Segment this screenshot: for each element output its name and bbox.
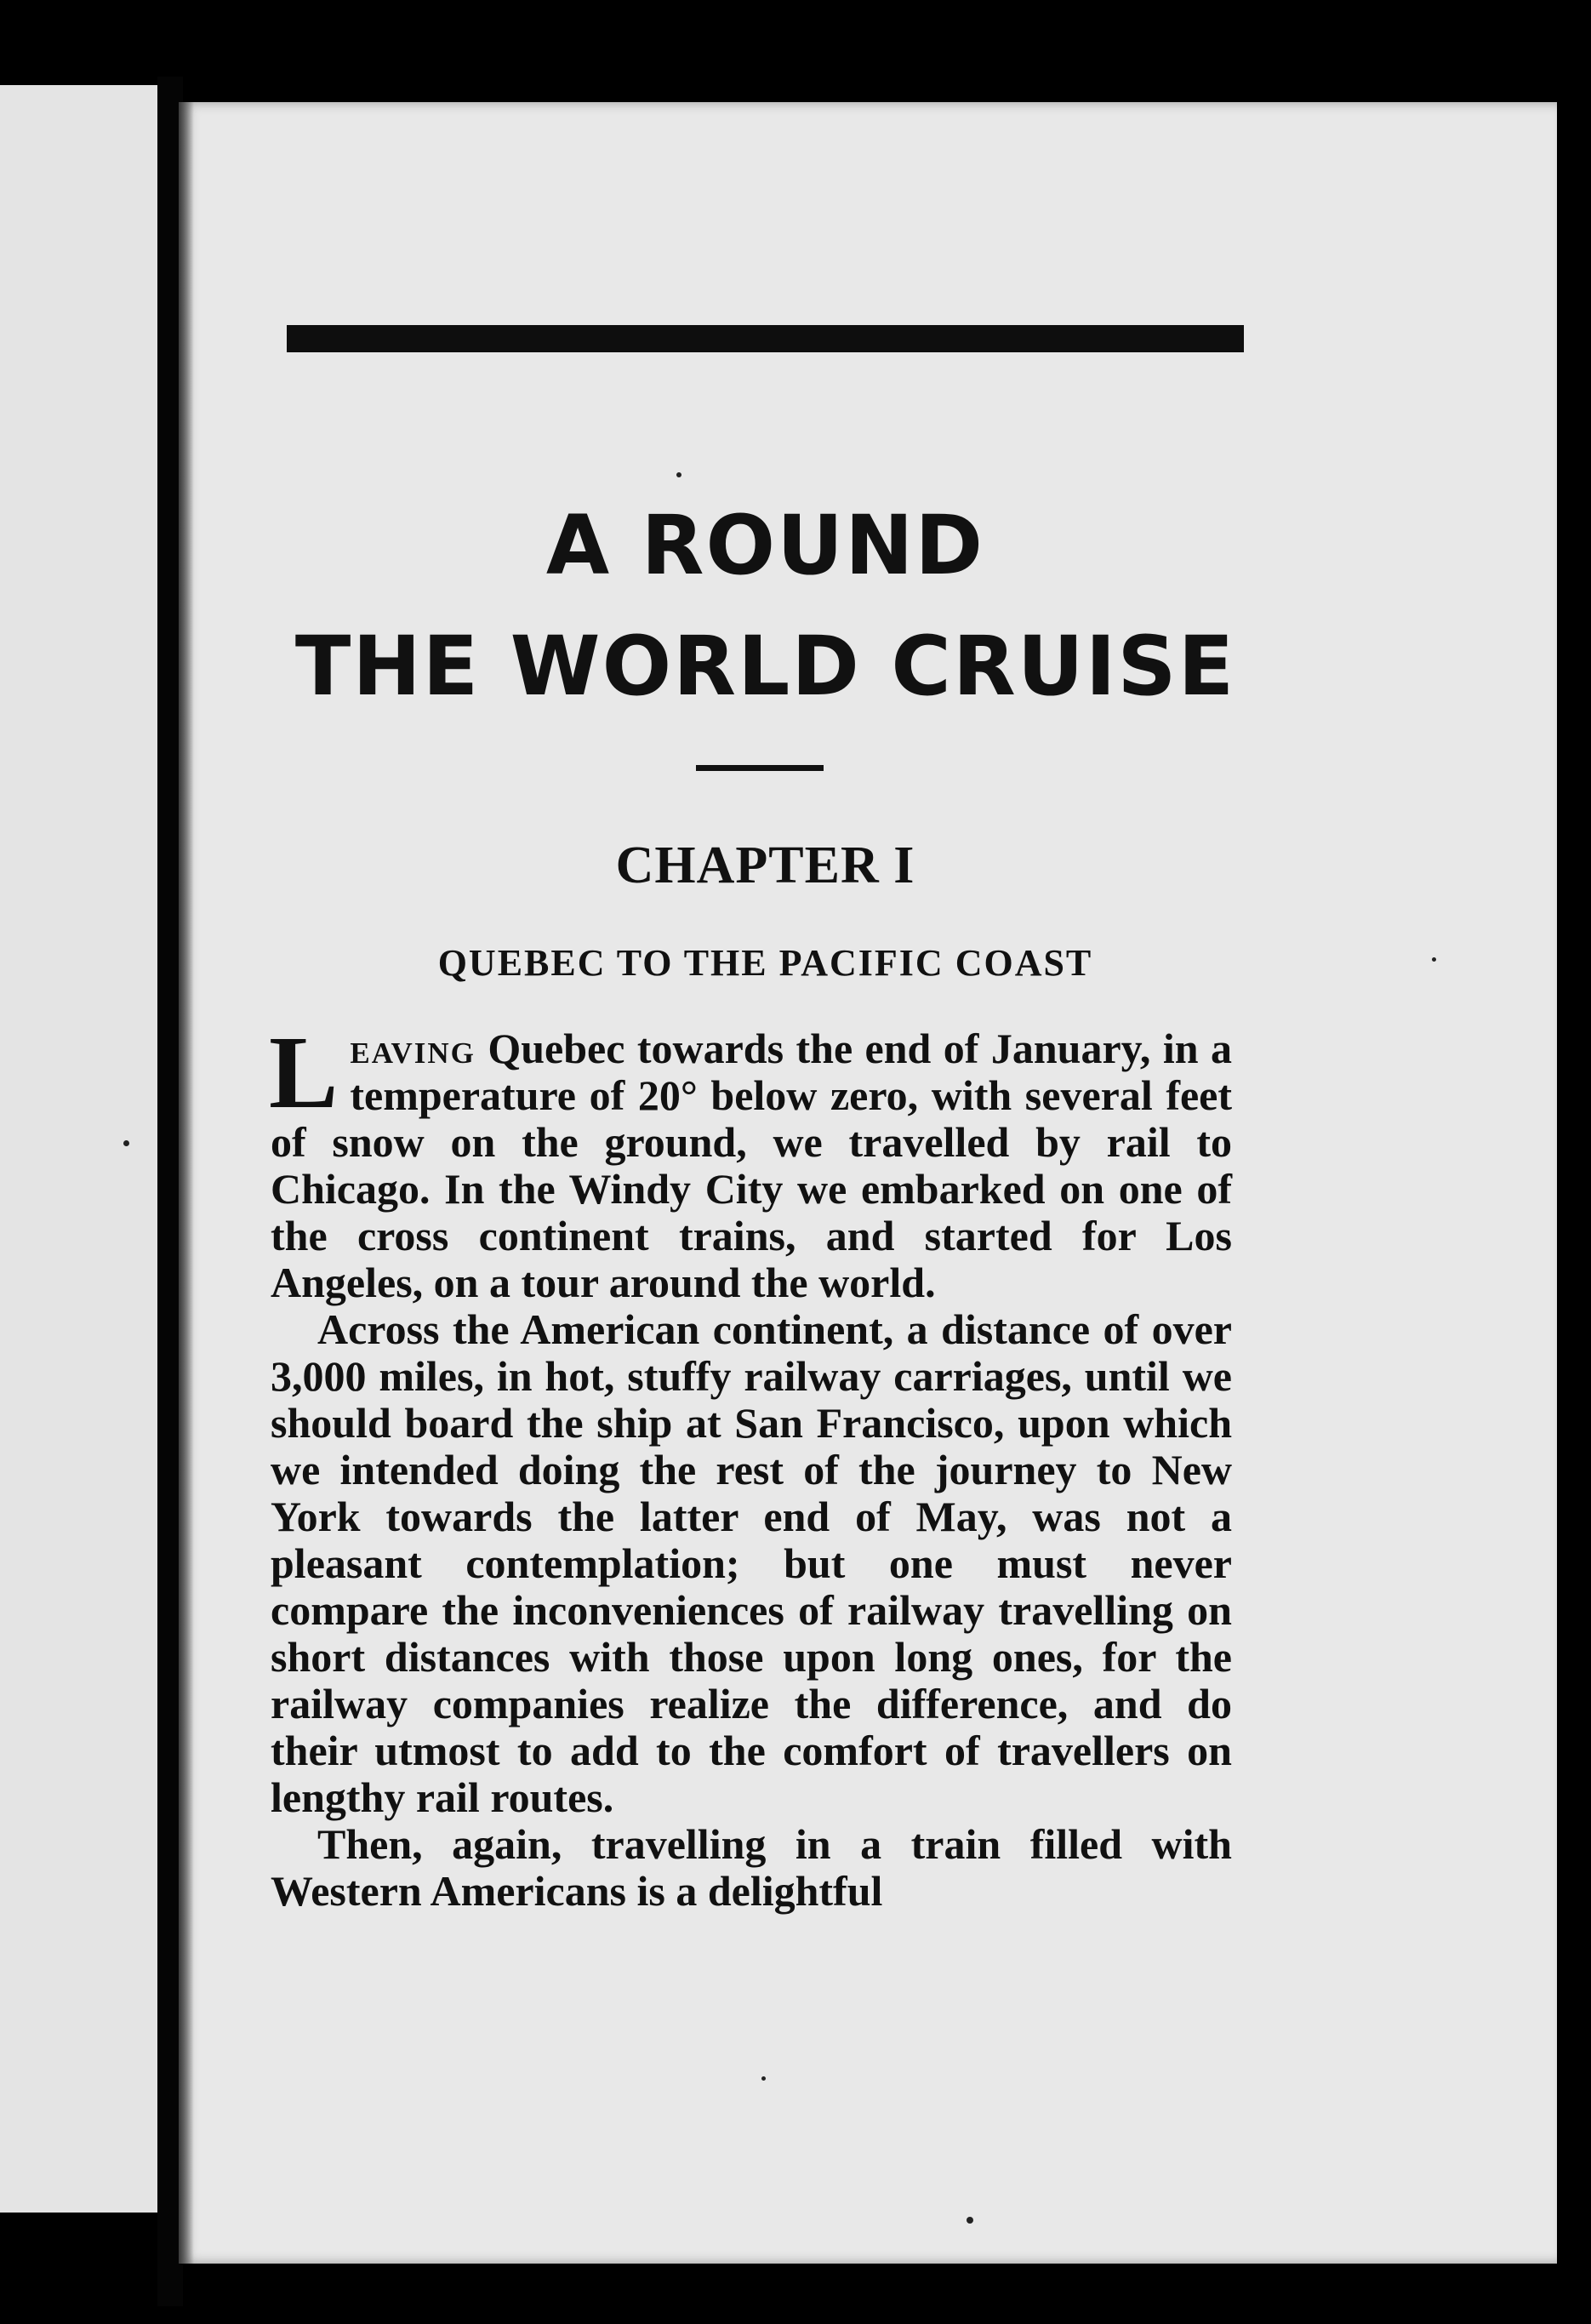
facing-page-edge bbox=[0, 85, 157, 2213]
chapter-heading: CHAPTER I bbox=[615, 837, 915, 894]
page-shadow bbox=[179, 102, 194, 2264]
paragraph-2: Across the American continent, a distance of over 3,000 miles, in hot, stuffy railway carriages, until we should board the ship at San Francisco, upon which we intended doing the rest of the journey to New York towards the latter end of May, was not a pleasant contemplation; but one must never compare the inconveniences of railway travelling on short distances with those upon long ones, for the railway companies realize the difference, and do their utmost to add to the comfort of travellers on lengthy rail routes. bbox=[271, 1305, 1232, 1821]
top-rule bbox=[287, 325, 1244, 352]
title-divider bbox=[696, 765, 824, 771]
chapter-body bbox=[269, 1015, 1232, 1915]
scan-speck bbox=[123, 1140, 129, 1146]
chapter-subtitle: QUEBEC TO THE PACIFIC COAST bbox=[437, 942, 1093, 984]
book-title-line-2: THE WORLD CRUISE bbox=[294, 619, 1236, 714]
lead-in-text: eaving bbox=[350, 1025, 476, 1072]
scan-speck bbox=[967, 2217, 973, 2224]
scan-speck bbox=[676, 472, 681, 477]
scan-speck bbox=[1432, 957, 1436, 962]
scan-speck bbox=[761, 2076, 766, 2081]
book-title-line-1: A ROUND bbox=[545, 498, 985, 593]
drop-cap: L bbox=[269, 1015, 339, 1130]
paragraph-3: Then, again, travelling in a train filled with Western Americans is a delightful bbox=[271, 1820, 1232, 1915]
paragraph-1-text: Quebec towards the end of January, in a temperature of 20° below zero, with several feet of snow on the ground, we travelled by rail to Chicago. In the Windy City we embarked on one of the cross continent trains, and started for Los Angeles, on a tour around the world. bbox=[271, 1025, 1232, 1306]
paragraph-1 bbox=[269, 1015, 1232, 1306]
